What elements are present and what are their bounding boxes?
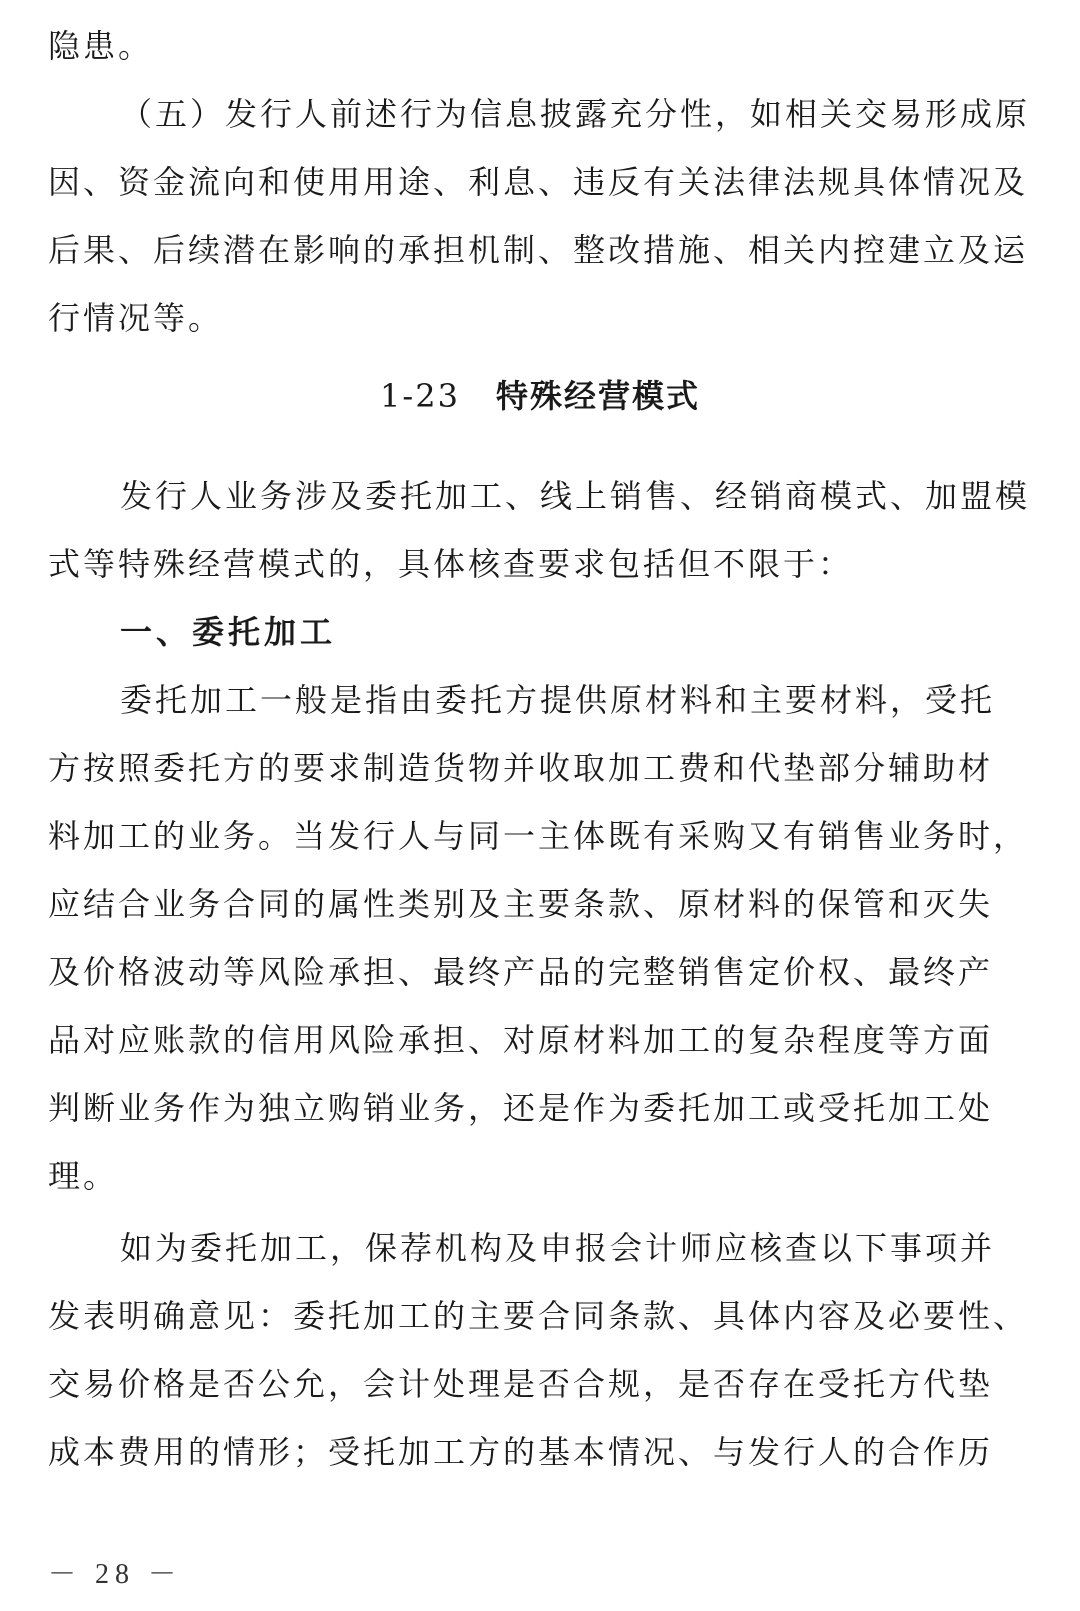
text-line: 式等特殊经营模式的，具体核查要求包括但不限于：: [48, 545, 854, 583]
paragraph-verification: [48, 1214, 1032, 1486]
text-line: 成本费用的情形；受托加工方的基本情况、与发行人的合作历: [48, 1433, 994, 1471]
page-number: － 28 －: [48, 1559, 183, 1590]
text-line: 如为委托加工，保荐机构及申报会计师应核查以下事项并: [120, 1229, 996, 1267]
text-line: 发行人业务涉及委托加工、线上销售、经销商模式、加盟模: [120, 477, 1031, 515]
text-line: 理。: [48, 1157, 119, 1195]
intro-paragraph: [48, 462, 1032, 598]
text-line: 判断业务作为独立购销业务，还是作为委托加工或受托加工处: [48, 1089, 994, 1127]
text-line: 因、资金流向和使用用途、利息、违反有关法律法规具体情况及: [48, 163, 1029, 201]
text-line: 隐患。: [48, 27, 154, 65]
text-line: 品对应账款的信用风险承担、对原材料加工的复杂程度等方面: [48, 1021, 994, 1059]
section-heading: [48, 362, 1032, 430]
prev-paragraph-tail: [48, 12, 1032, 80]
text-line: 行情况等。: [48, 299, 224, 337]
text-line: （五）发行人前述行为信息披露充分性，如相关交易形成原: [120, 95, 1031, 133]
subheading-entrusted-processing: 一、委托加工: [120, 613, 337, 651]
text-line: 委托加工一般是指由委托方提供原材料和主要材料，受托: [120, 681, 996, 719]
section-number: 1-23: [380, 377, 460, 415]
text-line: 应结合业务合同的属性类别及主要条款、原材料的保管和灭失: [48, 885, 994, 923]
text-line: 料加工的业务。当发行人与同一主体既有采购又有销售业务时，: [48, 817, 1029, 855]
paragraph-definition: [48, 666, 1032, 1210]
text-line: 交易价格是否公允，会计处理是否合规，是否存在受托方代垫: [48, 1365, 994, 1403]
text-line: 及价格波动等风险承担、最终产品的完整销售定价权、最终产: [48, 953, 994, 991]
section-title: 特殊经营模式: [495, 377, 700, 415]
text-line: 方按照委托方的要求制造货物并收取加工费和代垫部分辅助材: [48, 749, 994, 787]
text-line: 后果、后续潜在影响的承担机制、整改措施、相关内控建立及运: [48, 231, 1029, 269]
document-page: [48, 0, 1032, 1486]
paragraph-item-5: [48, 80, 1032, 352]
text-line: 发表明确意见：委托加工的主要合同条款、具体内容及必要性、: [48, 1297, 1029, 1335]
